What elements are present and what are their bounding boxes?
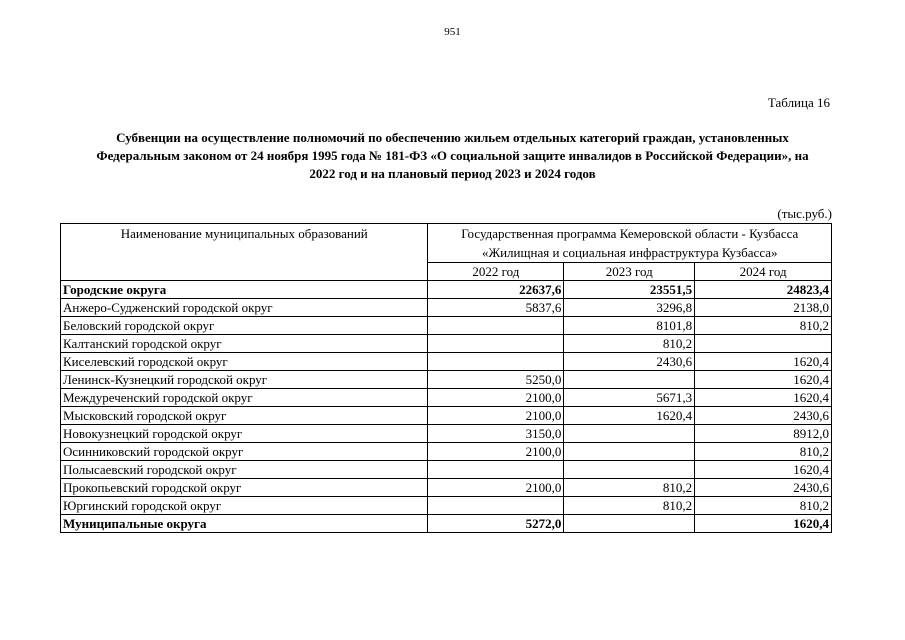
cell-2022 (428, 353, 564, 371)
cell-2024: 2430,6 (695, 407, 832, 425)
row-name: Междуреченский городской округ (61, 389, 428, 407)
cell-2022: 2100,0 (428, 407, 564, 425)
cell-2022 (428, 317, 564, 335)
page-number: 951 (444, 26, 461, 38)
row-name: Ленинск-Кузнецкий городской округ (61, 371, 428, 389)
cell-2023: 5671,3 (564, 389, 695, 407)
subsidies-table (60, 223, 832, 533)
cell-2023 (564, 371, 695, 389)
cell-2023 (564, 515, 695, 533)
units-label: (тыс.руб.) (777, 206, 832, 221)
cell-2023 (564, 425, 695, 443)
row-name: Беловский городской округ (61, 317, 428, 335)
cell-2022: 2100,0 (428, 443, 564, 461)
cell-2022 (428, 497, 564, 515)
title-line-1: Субвенции на осуществление полномочий по обеспечению жильем отдельных категорий граждан, установленных (116, 130, 789, 145)
cell-2024: 2430,6 (695, 479, 832, 497)
cell-2024: 810,2 (695, 497, 832, 515)
table-row (61, 317, 832, 335)
cell-2024: 1620,4 (695, 515, 832, 533)
table-row (61, 515, 832, 533)
table-row (61, 497, 832, 515)
cell-2023 (564, 461, 695, 479)
table-label: Таблица 16 (767, 95, 830, 110)
table-header-row (61, 224, 832, 263)
header-program (428, 224, 832, 263)
cell-2022: 2100,0 (428, 389, 564, 407)
table-row (61, 299, 832, 317)
cell-2024: 8912,0 (695, 425, 832, 443)
row-name: Прокопьевский городской округ (61, 479, 428, 497)
row-name: Полысаевский городской округ (61, 461, 428, 479)
cell-2023: 8101,8 (564, 317, 695, 335)
row-name: Анжеро-Судженский городской округ (61, 299, 428, 317)
row-name: Осинниковский городской округ (61, 443, 428, 461)
table-row (61, 443, 832, 461)
table-row (61, 461, 832, 479)
cell-2022: 2100,0 (428, 479, 564, 497)
cell-2022: 5272,0 (428, 515, 564, 533)
table-row (61, 479, 832, 497)
title-line-2: Федеральным законом от 24 ноября 1995 года № 181-ФЗ «О социальной защите инвалидов в Российской Федерации», на (96, 148, 809, 163)
table-row (61, 389, 832, 407)
cell-2022 (428, 335, 564, 353)
cell-2023 (564, 443, 695, 461)
row-name: Городские округа (61, 281, 428, 299)
document-title (60, 129, 845, 183)
cell-2024: 2138,0 (695, 299, 832, 317)
cell-2024: 1620,4 (695, 461, 832, 479)
table-row (61, 425, 832, 443)
table-row (61, 353, 832, 371)
cell-2024: 1620,4 (695, 371, 832, 389)
cell-2024: 1620,4 (695, 389, 832, 407)
header-program-line-2: «Жилищная и социальная инфраструктура Кузбасса» (481, 245, 778, 260)
table-row (61, 281, 832, 299)
header-municipality: Наименование муниципальных образований (61, 224, 428, 281)
header-year-2022: 2022 год (428, 263, 564, 281)
header-year-2023: 2023 год (564, 263, 695, 281)
row-name: Муниципальные округа (61, 515, 428, 533)
row-name: Калтанский городской округ (61, 335, 428, 353)
cell-2024: 810,2 (695, 443, 832, 461)
cell-2024: 24823,4 (695, 281, 832, 299)
cell-2023: 1620,4 (564, 407, 695, 425)
cell-2022: 5250,0 (428, 371, 564, 389)
cell-2022: 5837,6 (428, 299, 564, 317)
cell-2023: 810,2 (564, 497, 695, 515)
title-line-3: 2022 год и на плановый период 2023 и 2024 годов (309, 166, 596, 181)
cell-2024: 810,2 (695, 317, 832, 335)
cell-2023: 810,2 (564, 335, 695, 353)
row-name: Юргинский городской округ (61, 497, 428, 515)
cell-2022: 3150,0 (428, 425, 564, 443)
cell-2024 (695, 335, 832, 353)
row-name: Новокузнецкий городской округ (61, 425, 428, 443)
cell-2023: 2430,6 (564, 353, 695, 371)
cell-2023: 810,2 (564, 479, 695, 497)
header-program-line-1: Государственная программа Кемеровской области - Кузбасса (461, 226, 799, 241)
cell-2023: 3296,8 (564, 299, 695, 317)
cell-2022: 22637,6 (428, 281, 564, 299)
cell-2023: 23551,5 (564, 281, 695, 299)
table-row (61, 407, 832, 425)
cell-2022 (428, 461, 564, 479)
row-name: Мысковский городской округ (61, 407, 428, 425)
table-row (61, 371, 832, 389)
row-name: Киселевский городской округ (61, 353, 428, 371)
table-row (61, 335, 832, 353)
table-body (61, 281, 832, 533)
cell-2024: 1620,4 (695, 353, 832, 371)
header-year-2024: 2024 год (695, 263, 832, 281)
